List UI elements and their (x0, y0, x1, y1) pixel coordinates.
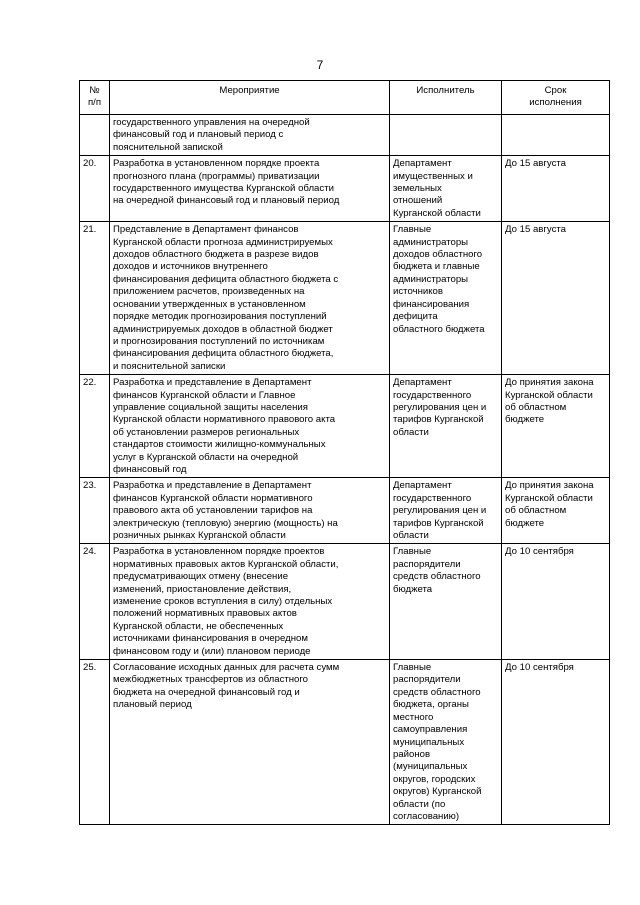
table-row (80, 222, 610, 375)
row-number: 22. (80, 375, 110, 478)
row-number (80, 115, 110, 156)
row-activity: Представление в Департамент финансов Курганской области прогноза администрируемых доходов областного бюджета в разрезе видов доходов и источников внутреннего финансирования дефицита областного бюджета с приложением расчетов, произведенных на основании утвержденных в установленном порядке методик прогнозирования поступлений администрируемых доходов в областной бюджет и прогнозирования поступлений по источникам финансирования дефицита областного бюджета, и пояснительной записки (110, 222, 390, 375)
row-deadline (502, 115, 610, 156)
table-header-row (80, 81, 610, 115)
row-executor: Департамент государственного регулирования цен и тарифов Курганской области (390, 478, 502, 544)
table-row (80, 115, 610, 156)
row-activity: Разработка и представление в Департамент финансов Курганской области и Главное управление социальной защиты населения Курганской области нормативного правового акта об установлении размеров региональных стандартов стоимости жилищно-коммунальных услуг в Курганской области на очередной финансовый год (110, 375, 390, 478)
row-executor: Главные распорядители средств областного бюджета (390, 544, 502, 660)
header-executor: Исполнитель (390, 81, 502, 115)
row-executor: Главные распорядители средств областного бюджета, органы местного самоуправления муниципальных районов (муниципальных округов, городских округов) Курганской области (по согласованию) (390, 660, 502, 825)
row-number: 21. (80, 222, 110, 375)
header-number: № п/п (80, 81, 110, 115)
row-deadline: До 10 сентября (502, 660, 610, 825)
row-executor (390, 115, 502, 156)
table-row (80, 375, 610, 478)
row-number: 23. (80, 478, 110, 544)
table-row (80, 156, 610, 222)
row-deadline: До 15 августа (502, 156, 610, 222)
page-number: 7 (316, 58, 324, 72)
header-deadline: Срок исполнения (502, 81, 610, 115)
row-activity: Согласование исходных данных для расчета сумм межбюджетных трансфертов из областного бюджета на очередной финансовый год и плановый период (110, 660, 390, 825)
header-activity: Мероприятие (110, 81, 390, 115)
table-row (80, 544, 610, 660)
table-row (80, 478, 610, 544)
row-activity: Разработка в установленном порядке проектов нормативных правовых актов Курганской области, предусматривающих отмену (внесение изменений, приостановление действия, изменение сроков вступления в силу) отдельных положений нормативных правовых актов Курганской области, не обеспеченных источниками финансирования в очередном финансовом году и (или) плановом периоде (110, 544, 390, 660)
row-activity: Разработка и представление в Департамент финансов Курганской области нормативного правового акта об установлении тарифов на электрическую (тепловую) энергию (мощность) на розничных рынках Курганской области (110, 478, 390, 544)
row-activity: государственного управления на очередной финансовый год и плановый период с пояснительной запиской (110, 115, 390, 156)
row-executor: Главные администраторы доходов областного бюджета и главные администраторы источников финансирования дефицита областного бюджета (390, 222, 502, 375)
row-deadline: До принятия закона Курганской области об областном бюджете (502, 478, 610, 544)
row-deadline: До принятия закона Курганской области об областном бюджете (502, 375, 610, 478)
row-executor: Департамент имущественных и земельных отношений Курганской области (390, 156, 502, 222)
row-number: 20. (80, 156, 110, 222)
table-row (80, 660, 610, 825)
row-activity: Разработка в установленном порядке проекта прогнозного плана (программы) приватизации государственного имущества Курганской области на очередной финансовый год и плановый период (110, 156, 390, 222)
row-deadline: До 10 сентября (502, 544, 610, 660)
row-executor: Департамент государственного регулирования цен и тарифов Курганской области (390, 375, 502, 478)
row-number: 25. (80, 660, 110, 825)
row-deadline: До 15 августа (502, 222, 610, 375)
row-number: 24. (80, 544, 110, 660)
activities-table (79, 80, 610, 825)
